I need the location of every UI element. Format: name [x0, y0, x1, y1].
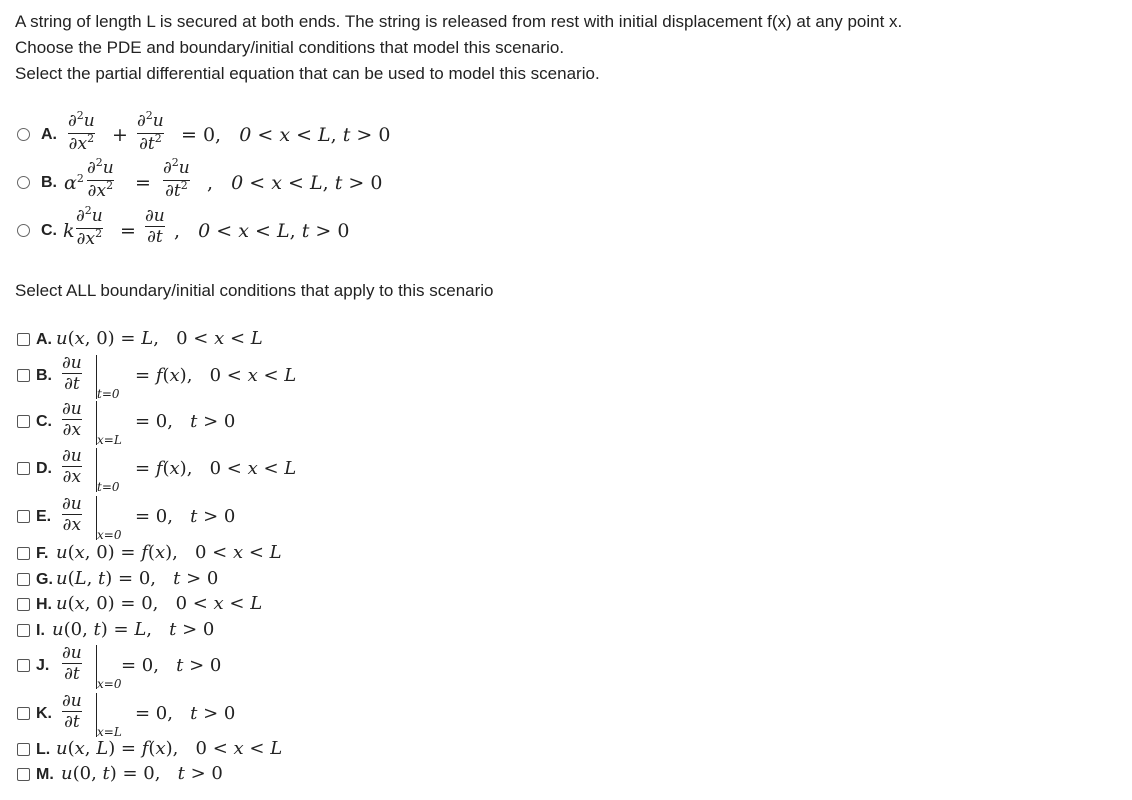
evaluation-subscript: x=0	[97, 528, 122, 542]
alpha-squared: $\alpha^2$	[64, 172, 84, 194]
equation-rhs: , 0 < x < L, t > 0	[207, 172, 383, 194]
option-letter: K.	[36, 705, 52, 722]
condition-equation: u(x, 0) = 0, 0 < x < L	[56, 593, 263, 614]
fraction-d2u-dx2: ∂$^2$u $\partial x^2$	[68, 109, 95, 154]
checkbox[interactable]	[17, 624, 30, 637]
option-letter: D.	[36, 460, 52, 477]
equals-sign: =	[120, 220, 136, 242]
fraction-du-dt: ∂u ∂t	[62, 643, 82, 684]
condition-equation: u(x, L) = f(x), 0 < x < L	[56, 738, 283, 759]
checkbox[interactable]	[17, 707, 30, 720]
condition-equation: u(L, t) = 0, t > 0	[56, 568, 219, 589]
question-line-1: A string of length L is secured at both ends. The string is released from rest with initial displacement f(x) at any point x.	[15, 12, 903, 31]
option-letter: E.	[36, 508, 52, 525]
checkbox[interactable]	[17, 333, 30, 346]
constant-k: k	[63, 220, 75, 242]
condition-equation: = 0, t > 0	[135, 506, 236, 527]
condition-equation: u(0, t) = 0, t > 0	[61, 763, 223, 784]
option-letter: A.	[36, 331, 52, 348]
plus-sign: +	[112, 124, 128, 146]
option-letter: C.	[41, 222, 57, 239]
radio-button[interactable]	[17, 128, 30, 141]
option-letter: L.	[36, 741, 51, 758]
checkbox[interactable]	[17, 415, 30, 428]
question-line-2: Choose the PDE and boundary/initial conditions that model this scenario.	[15, 38, 565, 57]
condition-equation: u(0, t) = L, t > 0	[52, 619, 215, 640]
checkbox[interactable]	[17, 659, 30, 672]
option-letter: C.	[36, 413, 52, 430]
equation-rhs: , 0 < x < L, t > 0	[174, 220, 350, 242]
condition-equation: = 0, t > 0	[135, 703, 236, 724]
checkbox[interactable]	[17, 510, 30, 523]
option-letter: F.	[36, 545, 49, 562]
fraction-d2u-dt2: ∂$^2$u $\partial t^2$	[137, 109, 164, 154]
evaluation-subscript: t=0	[97, 387, 120, 401]
option-letter: I.	[36, 622, 45, 639]
evaluation-subscript: x=0	[97, 677, 122, 691]
radio-button[interactable]	[17, 176, 30, 189]
equals-sign: =	[135, 172, 151, 194]
radio-button[interactable]	[17, 224, 30, 237]
checkbox[interactable]	[17, 768, 30, 781]
question-line-3: Select the partial differential equation that can be used to model this scenario.	[15, 64, 600, 83]
fraction-du-dx: ∂u ∂x	[62, 399, 82, 440]
checkbox[interactable]	[17, 573, 30, 586]
fraction-du-dt: ∂u ∂t	[62, 691, 82, 732]
fraction-d2u-dt2: ∂$^2$u $\partial t^2$	[163, 156, 190, 201]
evaluation-subscript: t=0	[97, 480, 120, 494]
option-letter: G.	[36, 571, 53, 588]
equation-rhs: = 0, 0 < x < L, t > 0	[181, 124, 391, 146]
conditions-prompt: Select ALL boundary/initial conditions that apply to this scenario	[15, 281, 494, 300]
fraction-du-dx: ∂u ∂x	[62, 494, 82, 535]
condition-equation: = f(x), 0 < x < L	[135, 458, 297, 479]
checkbox[interactable]	[17, 369, 30, 382]
condition-equation: = 0, t > 0	[121, 655, 222, 676]
checkbox[interactable]	[17, 743, 30, 756]
evaluation-subscript: x=L	[97, 433, 122, 447]
fraction-du-dt: ∂u ∂t	[62, 353, 82, 394]
fraction-du-dx: ∂u ∂x	[62, 446, 82, 487]
option-letter: J.	[36, 657, 50, 674]
condition-equation: u(x, 0) = f(x), 0 < x < L	[56, 542, 282, 563]
fraction-du-dt: ∂u ∂t	[145, 206, 165, 247]
condition-equation: = f(x), 0 < x < L	[135, 365, 297, 386]
fraction-d2u-dx2: ∂$^2$u $\partial x^2$	[76, 204, 103, 249]
condition-equation: = 0, t > 0	[135, 411, 236, 432]
option-letter: B.	[36, 367, 52, 384]
option-letter: B.	[41, 174, 57, 191]
option-letter: M.	[36, 766, 54, 783]
evaluation-subscript: x=L	[97, 725, 122, 739]
checkbox[interactable]	[17, 598, 30, 611]
condition-equation: u(x, 0) = L, 0 < x < L	[56, 328, 263, 349]
checkbox[interactable]	[17, 462, 30, 475]
checkbox[interactable]	[17, 547, 30, 560]
option-letter: H.	[36, 596, 52, 613]
fraction-d2u-dx2: ∂$^2$u $\partial x^2$	[87, 156, 114, 201]
option-letter: A.	[41, 126, 57, 143]
